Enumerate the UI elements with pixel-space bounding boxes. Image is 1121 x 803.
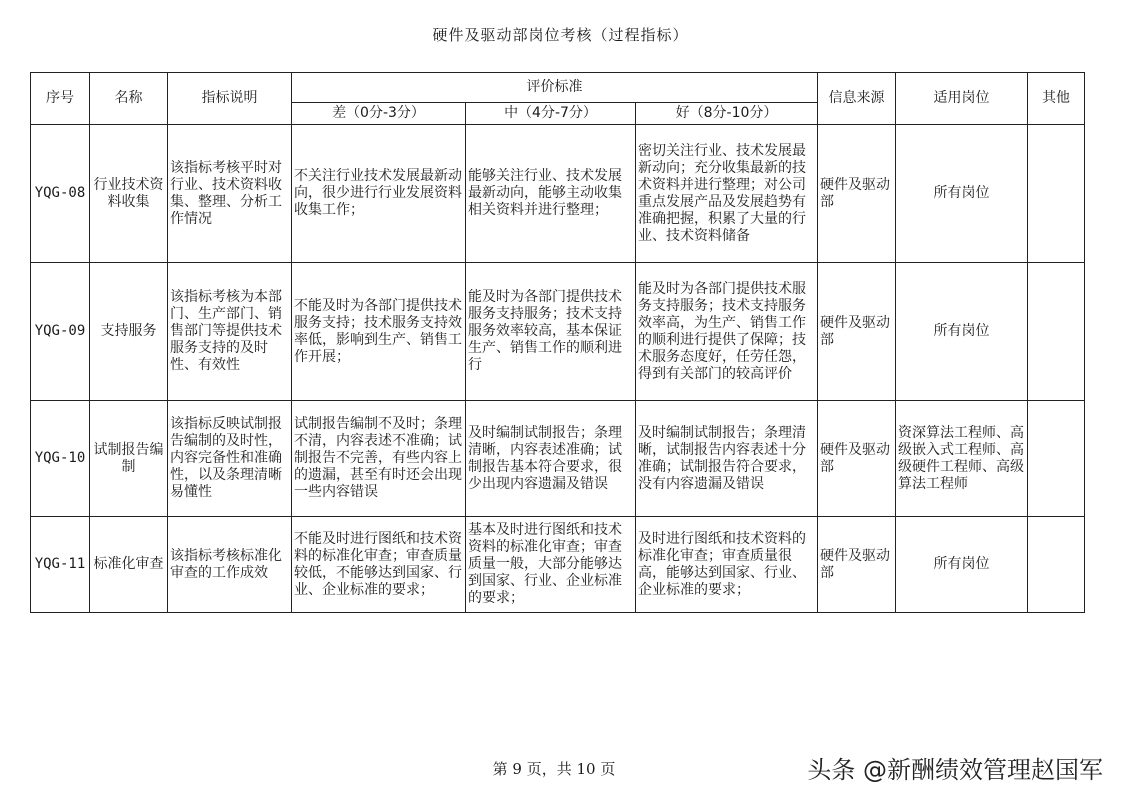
header-seq: 序号: [31, 73, 90, 125]
row-name: 标准化审查: [90, 517, 168, 613]
row-name: 行业技术资料收集: [90, 125, 168, 263]
assessment-table: [30, 72, 1085, 613]
table-row: [31, 517, 1085, 613]
row-medium: 能及时为各部门提供技术服务支持服务；技术支持服务效率较高，基本保证生产、销售工作的顺利进行: [468, 289, 622, 373]
row-source: 硬件及驱动部: [818, 263, 896, 401]
row-code: YQG-10: [31, 401, 90, 517]
header-good: 好（8分-10分）: [636, 103, 818, 125]
row-posts: 所有岗位: [896, 263, 1028, 401]
row-other: [1028, 517, 1085, 613]
row-posts: 资深算法工程师、高级嵌入式工程师、高级硬件工程师、高级算法工程师: [896, 401, 1028, 517]
watermark: 头条 @新酬绩效管理赵国军: [807, 756, 1103, 784]
table-row: [31, 263, 1085, 401]
header-other: 其他: [1028, 73, 1085, 125]
row-good: 密切关注行业、技术发展最新动向；充分收集最新的技术资料并进行整理；对公司重点发展产品及发展趋势有准确把握，积累了大量的行业、技术资料储备: [638, 142, 806, 244]
header-source: 信息来源: [818, 73, 896, 125]
row-code: YQG-09: [31, 263, 90, 401]
row-name: 支持服务: [90, 263, 168, 401]
row-other: [1028, 401, 1085, 517]
row-code: YQG-11: [31, 517, 90, 613]
row-source: 硬件及驱动部: [818, 517, 896, 613]
row-medium: 基本及时进行图纸和技术资料的标准化审查；审查质量一般，大部分能够达到国家、行业、企业标准的要求；: [468, 522, 622, 606]
row-code: YQG-08: [31, 125, 90, 263]
row-poor: 不能及时进行图纸和技术资料的标准化审查；审查质量较低，不能够达到国家、行业、企业标准的要求；: [294, 530, 462, 598]
row-source: 硬件及驱动部: [818, 401, 896, 517]
row-posts: 所有岗位: [896, 517, 1028, 613]
row-posts: 所有岗位: [896, 125, 1028, 263]
row-source: 硬件及驱动部: [818, 125, 896, 263]
page-footer: 第 9 页，共 10 页: [492, 760, 616, 778]
row-other: [1028, 125, 1085, 263]
header-poor: 差（0分-3分）: [292, 103, 466, 125]
row-medium: 能够关注行业、技术发展最新动向，能够主动收集相关资料并进行整理；: [468, 168, 622, 218]
header-criteria: 评价标准: [292, 73, 818, 103]
header-posts: 适用岗位: [896, 73, 1028, 125]
table-row: [31, 401, 1085, 517]
page-title: 硬件及驱动部岗位考核（过程指标）: [432, 26, 689, 44]
row-desc: 该指标考核为本部门、生产部门、销售部门等提供技术服务支持的及时性、有效性: [170, 289, 282, 373]
row-medium: 及时编制试制报告；条理清晰，内容表述准确；试制报告基本符合要求，很少出现内容遗漏及错误: [468, 424, 622, 492]
row-good: 及时编制试制报告；条理清晰，试制报告内容表述十分准确；试制报告符合要求，没有内容遗漏及错误: [638, 424, 806, 492]
row-poor: 不关注行业技术发展最新动向，很少进行行业发展资料收集工作；: [294, 168, 462, 218]
row-good: 能及时为各部门提供技术服务支持服务；技术支持服务效率高，为生产、销售工作的顺利进行提供了保障；技术服务态度好，任劳任怨，得到有关部门的较高评价: [638, 280, 806, 382]
row-name: 试制报告编制: [90, 401, 168, 517]
header-desc: 指标说明: [168, 73, 292, 125]
row-poor: 不能及时为各部门提供技术服务支持；技术服务支持效率低，影响到生产、销售工作开展；: [294, 297, 462, 365]
row-desc: 该指标考核平时对行业、技术资料收集、整理、分析工作情况: [170, 159, 282, 227]
row-desc: 该指标考核标准化审查的工作成效: [170, 547, 282, 581]
table-row: [31, 125, 1085, 263]
row-desc: 该指标反映试制报告编制的及时性，内容完备性和准确性，以及条理清晰易懂性: [170, 416, 282, 500]
row-poor: 试制报告编制不及时；条理不清，内容表述不准确；试制报告不完善，有些内容上的遗漏，甚至有时还会出现一些内容错误: [294, 416, 462, 500]
row-good: 及时进行图纸和技术资料的标准化审查；审查质量很高，能够达到国家、行业、企业标准的要求；: [638, 530, 806, 598]
header-medium: 中（4分-7分）: [466, 103, 636, 125]
row-other: [1028, 263, 1085, 401]
header-name: 名称: [90, 73, 168, 125]
